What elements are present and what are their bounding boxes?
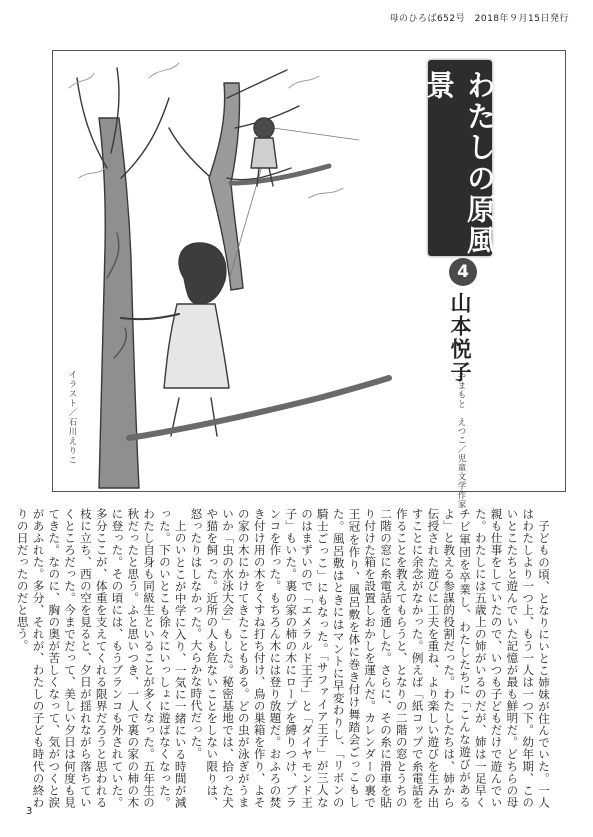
essay-paragraph: 子どもの頃、となりにいとこ姉妹が住んでいた。一人はわたしより一つ上、もう一人は一つ下。幼年期、このいとこたちと遊んでいた記憶が最も鮮明だ。どちらの母親も仕事をしていたので、いつも子どもだけで遊んでいた。わたしには五歳上の姉がいるのだが、姉は一足早くチビ軍団を卒業し、わたしたちに「こんな遊びがあるよ」と教える参謀的役割だった。わたしたちは、姉から伝授された遊びに工夫を重ね、より楽しい遊びを生み出すことに余念がなかった。例えば「紙コップで糸電話を作ることを教えてもらうと、となりの二階の窓とうちの二階の窓に糸電話を通した。さらに、その糸に滑車を貼り付けた箱を設置しおかしを運んだ。カレンダーの裏で王冠を作り、風呂敷を体に巻き付け舞踏会ごっこもした。風呂敷はときにはマントに早変わりし、「リボンの騎士ごっこ」にもなった。「サファイア王子」が三人なのはまずいので「エメラルド王子」と「ダイヤモンド王子」もいた。裏の家の柿の木にロープを縛りつけ、ブランコを作った。もちろん木には登り放題だ。おふろの焚き付け用の木をくすね打ち付け、鳥の巣箱を作り、よその家の木にかけてきたこともある。どの虫が泳ぎがうまいか「虫の水泳大会」もした。秘密基地では、拾った犬や猫を飼った。近所の人も危ないことをしない限りは、怒ったりはしなかった。大らかな時代だった。 [189,508,551,808]
author-name: 山本悦子 [448,292,472,384]
series-title-box [422,60,497,256]
series-number-badge: 4 [449,258,477,286]
issue-header: 母のひろば652号 2018年９月15日発行 [389,14,569,24]
series-title: わたしの原風景 [422,70,497,256]
essay-paragraph: 上のいとこが中学に入り、一気に一緒にいる時間が減った。下のいとこも徐々にいっしょに遊ばなくなった。わたし自身も同級生といることが多くなった。五年生の秋だったと思う。ふと思いつき、一人で裏の家の柿の木に登った。その頃には、もうブランコも外されていた。多分ここが、体重を支えてくれる限界だろうと思われる枝に立ち、西の空を見ると、夕日が揺れながら落ちていくところだった。今までだって、美しい夕日は何度も見てきた。なのに、胸の奥が苦しくなって、気がつくと涙があふれた。多分、それが、わたしの子ども時代の終わりの日だったのだと思う。 [15,508,188,808]
author-reading-title: やまもと えつこ／児童文学作家 [456,372,466,509]
essay-body [15,508,551,808]
page-number: 3 [26,806,33,817]
illustration-credit: イラスト／石川えりこ [67,370,77,465]
illustration-children-in-trees [59,58,397,488]
